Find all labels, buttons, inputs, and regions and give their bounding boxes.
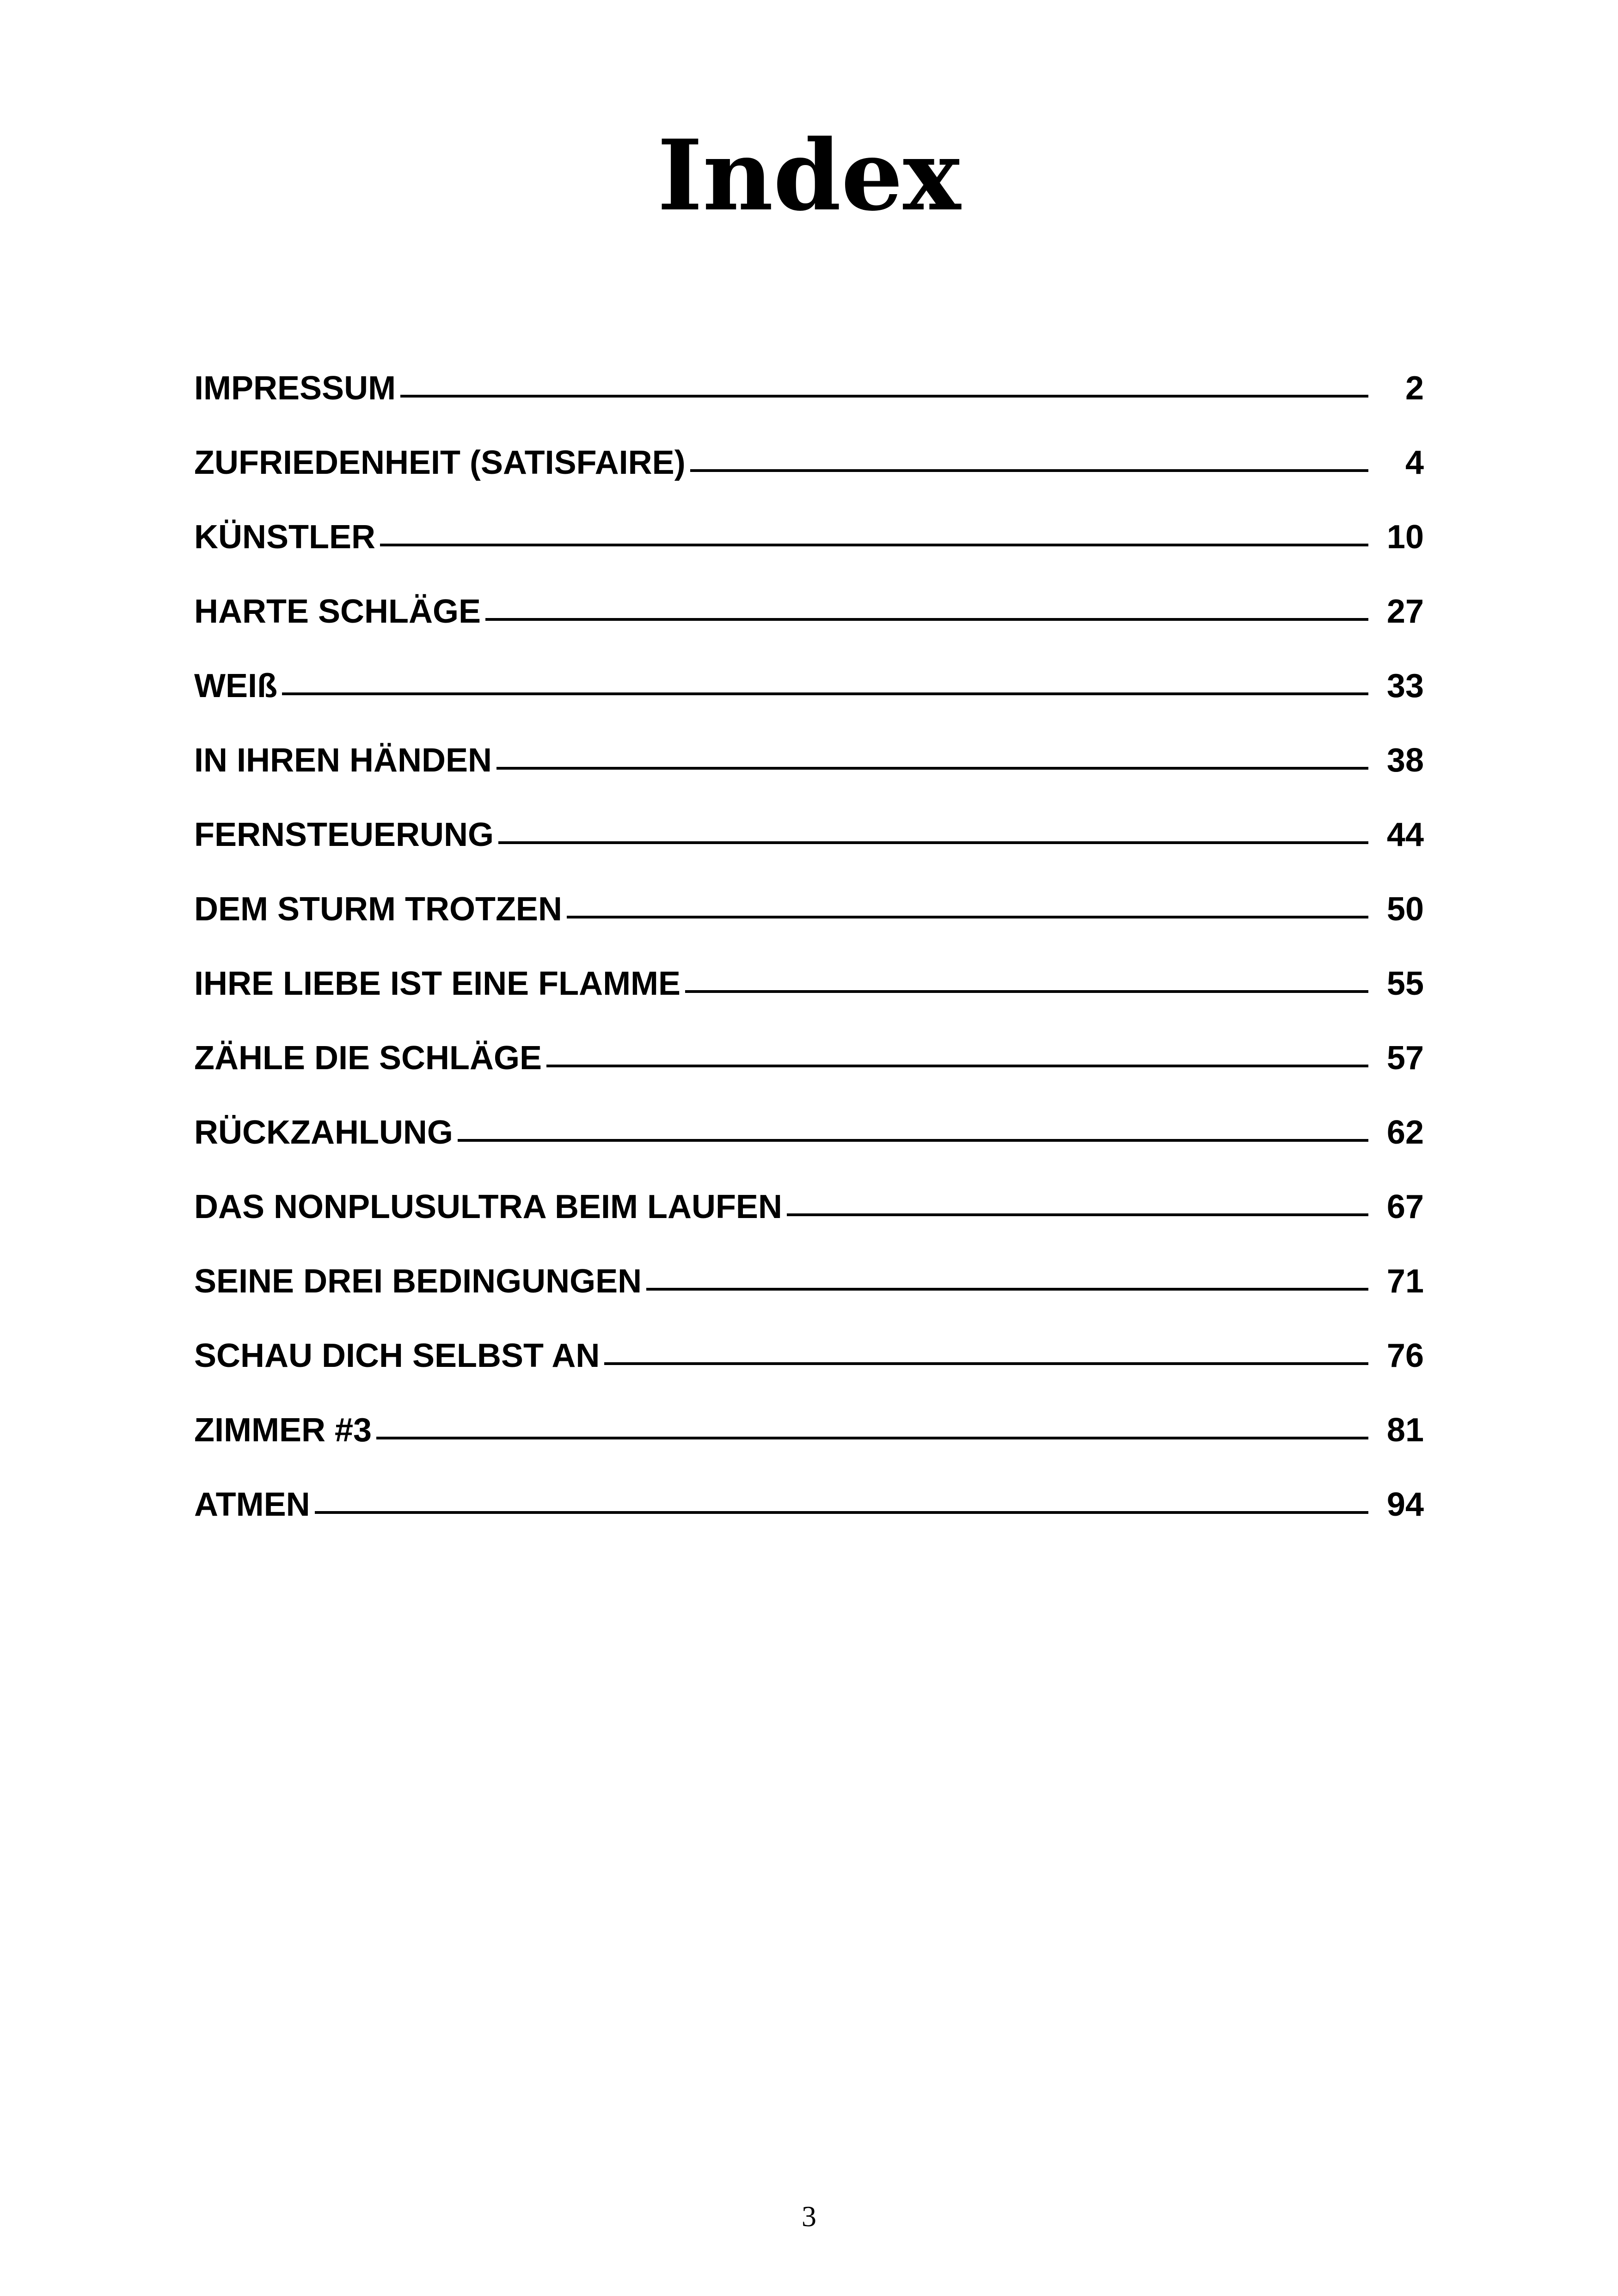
toc-entry[interactable]: [194, 1109, 1424, 1184]
toc-entry-page: 10: [1386, 519, 1424, 556]
toc-entry[interactable]: [194, 1482, 1424, 1556]
toc-entry-title: ZIMMER #3: [194, 1412, 372, 1449]
toc-entry-page: 55: [1386, 965, 1424, 1002]
toc-leader-line: [282, 692, 1368, 695]
toc-entry[interactable]: [194, 514, 1424, 588]
toc-entry-title: ZUFRIEDENHEIT (SATISFAIRE): [194, 444, 686, 481]
toc-leader-line: [546, 1065, 1368, 1067]
toc-leader-line: [498, 841, 1368, 844]
toc-entry-title: ZÄHLE DIE SCHLÄGE: [194, 1040, 542, 1077]
toc-entry-page: 62: [1386, 1114, 1424, 1151]
toc-entry-page: 81: [1386, 1412, 1424, 1449]
toc-entry-title: FERNSTEUERUNG: [194, 816, 494, 853]
toc-leader-line: [496, 767, 1368, 770]
toc-leader-line: [685, 990, 1368, 993]
toc-entry-title: SEINE DREI BEDINGUNGEN: [194, 1263, 642, 1300]
toc-leader-line: [485, 618, 1368, 621]
toc-leader-line: [604, 1362, 1368, 1365]
toc-entry-page: 94: [1386, 1486, 1424, 1523]
toc-entry-page: 76: [1386, 1337, 1424, 1374]
toc-entry[interactable]: [194, 1035, 1424, 1109]
toc-leader-line: [315, 1511, 1368, 1514]
toc-entry-title: SCHAU DICH SELBST AN: [194, 1337, 600, 1374]
toc-entry-title: IMPRESSUM: [194, 370, 396, 407]
toc-entry-title: HARTE SCHLÄGE: [194, 593, 481, 630]
toc-entry-page: 57: [1386, 1040, 1424, 1077]
toc-entry-page: 4: [1405, 444, 1424, 481]
toc-entry[interactable]: [194, 365, 1424, 440]
toc-leader-line: [376, 1437, 1368, 1439]
toc-entry-page: 71: [1386, 1263, 1424, 1300]
toc-entry-page: 38: [1386, 742, 1424, 779]
toc-entry-title: ATMEN: [194, 1486, 310, 1523]
toc-entry[interactable]: [194, 961, 1424, 1035]
toc-entry[interactable]: [194, 1407, 1424, 1482]
toc-entry[interactable]: [194, 1333, 1424, 1407]
toc-entry-page: 33: [1386, 667, 1424, 704]
toc-leader-line: [690, 469, 1368, 472]
toc-entry-title: DAS NONPLUSULTRA BEIM LAUFEN: [194, 1188, 782, 1225]
toc-leader-line: [646, 1288, 1368, 1291]
toc-entry-title: IN IHREN HÄNDEN: [194, 742, 492, 779]
toc-entry[interactable]: [194, 737, 1424, 812]
toc-leader-line: [458, 1139, 1368, 1142]
toc-entry-title: WEIß: [194, 667, 277, 704]
toc-leader-line: [380, 544, 1368, 546]
toc-entry-page: 67: [1386, 1188, 1424, 1225]
toc-entry-page: 50: [1386, 891, 1424, 928]
toc-entry-title: RÜCKZAHLUNG: [194, 1114, 453, 1151]
toc-entry[interactable]: [194, 588, 1424, 663]
toc-leader-line: [400, 395, 1368, 398]
toc-entry-title: DEM STURM TROTZEN: [194, 891, 562, 928]
page-title: Index: [657, 118, 961, 233]
toc-leader-line: [567, 916, 1368, 918]
toc-entry-page: 2: [1405, 370, 1424, 407]
toc-entry[interactable]: [194, 886, 1424, 961]
toc-entry[interactable]: [194, 440, 1424, 514]
toc-entry[interactable]: [194, 1184, 1424, 1258]
toc-entry-page: 44: [1386, 816, 1424, 853]
toc-entry[interactable]: [194, 663, 1424, 737]
page-number: 3: [802, 2200, 816, 2233]
toc-entry[interactable]: [194, 1258, 1424, 1333]
toc-entry-page: 27: [1386, 593, 1424, 630]
toc-entry[interactable]: [194, 812, 1424, 886]
toc-entry-title: KÜNSTLER: [194, 519, 375, 556]
toc-entry-title: IHRE LIEBE IST EINE FLAMME: [194, 965, 681, 1002]
table-of-contents: [194, 365, 1424, 1556]
toc-leader-line: [787, 1213, 1368, 1216]
